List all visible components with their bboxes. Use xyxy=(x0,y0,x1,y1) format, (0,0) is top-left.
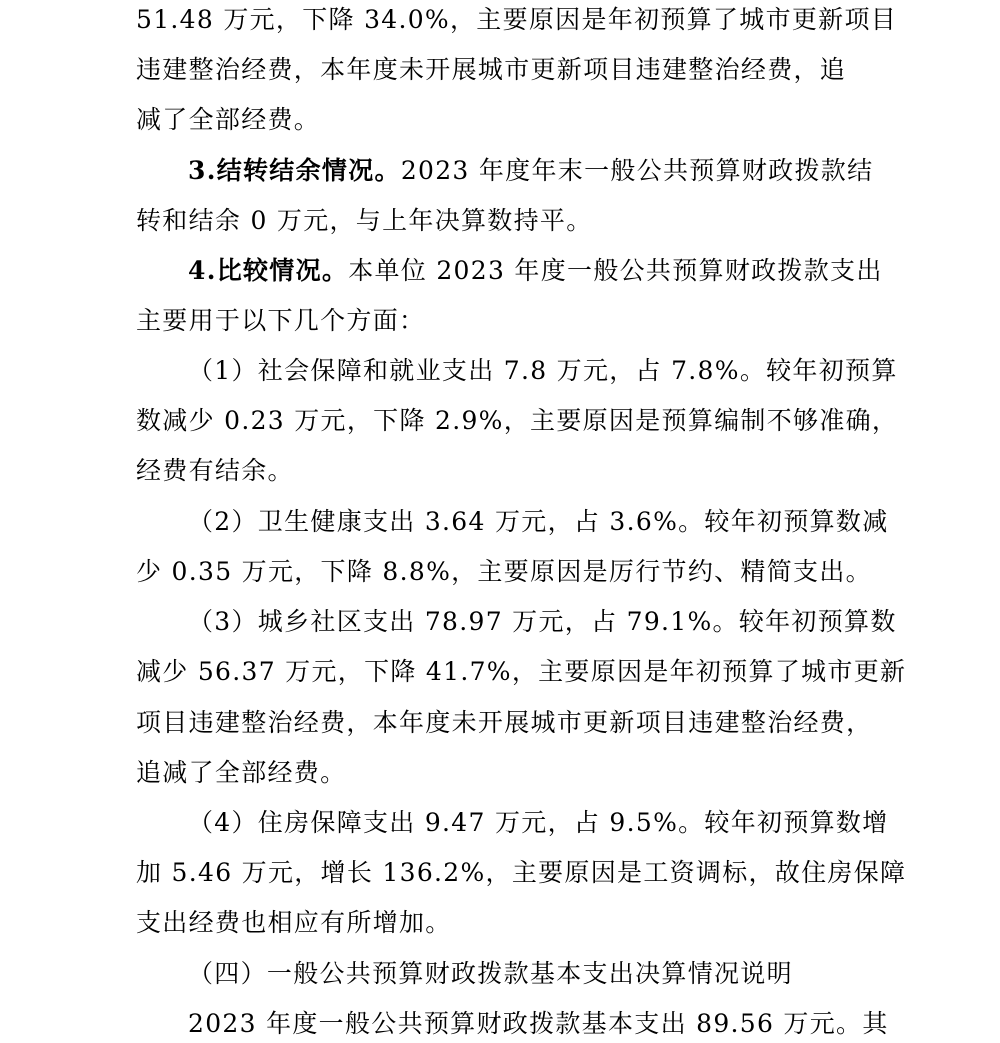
paragraph-line: 项目违建整治经费，本年度未开展城市更新项目违建整治经费， xyxy=(136,708,873,737)
paragraph-text: 2023 年度年末一般公共预算财政拨款结 xyxy=(400,156,874,185)
paragraph-line: 51.48 万元，下降 34.0%，主要原因是年初预算了城市更新项目 xyxy=(136,5,898,34)
paragraph-line: 支出经费也相应有所增加。 xyxy=(136,908,452,937)
paragraph-line: 主要用于以下几个方面： xyxy=(136,306,426,335)
paragraph-line: 追减了全部经费。 xyxy=(136,758,347,787)
list-item-line: （4）住房保障支出 9.47 万元，占 9.5%。较年初预算数增 xyxy=(188,808,889,837)
paragraph-text: 本单位 2023 年度一般公共预算财政拨款支出 xyxy=(348,256,883,285)
paragraph-line: 转和结余 0 万元，与上年决算数持平。 xyxy=(136,206,593,235)
paragraph-line: 2023 年度一般公共预算财政拨款基本支出 89.56 万元。其 xyxy=(188,1009,889,1038)
paragraph-line: 违建整治经费，本年度未开展城市更新项目违建整治经费，追 xyxy=(136,55,847,84)
paragraph-line: 经费有结余。 xyxy=(136,456,294,485)
list-item-line: （1）社会保障和就业支出 7.8 万元，占 7.8%。较年初预算 xyxy=(188,356,898,385)
paragraph-line: 减了全部经费。 xyxy=(136,105,321,134)
list-item-line: （3）城乡社区支出 78.97 万元，占 79.1%。较年初预算数 xyxy=(188,607,897,636)
section-heading: 3.结转结余情况。 xyxy=(188,156,401,185)
subsection-heading: （四）一般公共预算财政拨款基本支出决算情况说明 xyxy=(188,959,793,988)
section-heading: 4.比较情况。 xyxy=(188,256,349,285)
section-heading-line xyxy=(188,154,873,188)
section-heading-line xyxy=(188,254,883,288)
paragraph-line: 少 0.35 万元，下降 8.8%，主要原因是厉行节约、精简支出。 xyxy=(136,557,872,586)
paragraph-line: 减少 56.37 万元，下降 41.7%，主要原因是年初预算了城市更新 xyxy=(136,657,907,686)
list-item-line: （2）卫生健康支出 3.64 万元，占 3.6%。较年初预算数减 xyxy=(188,507,889,536)
paragraph-line: 加 5.46 万元，增长 136.2%，主要原因是工资调标，故住房保障 xyxy=(136,858,907,887)
paragraph-line: 数减少 0.23 万元，下降 2.9%，主要原因是预算编制不够准确， xyxy=(136,406,899,435)
